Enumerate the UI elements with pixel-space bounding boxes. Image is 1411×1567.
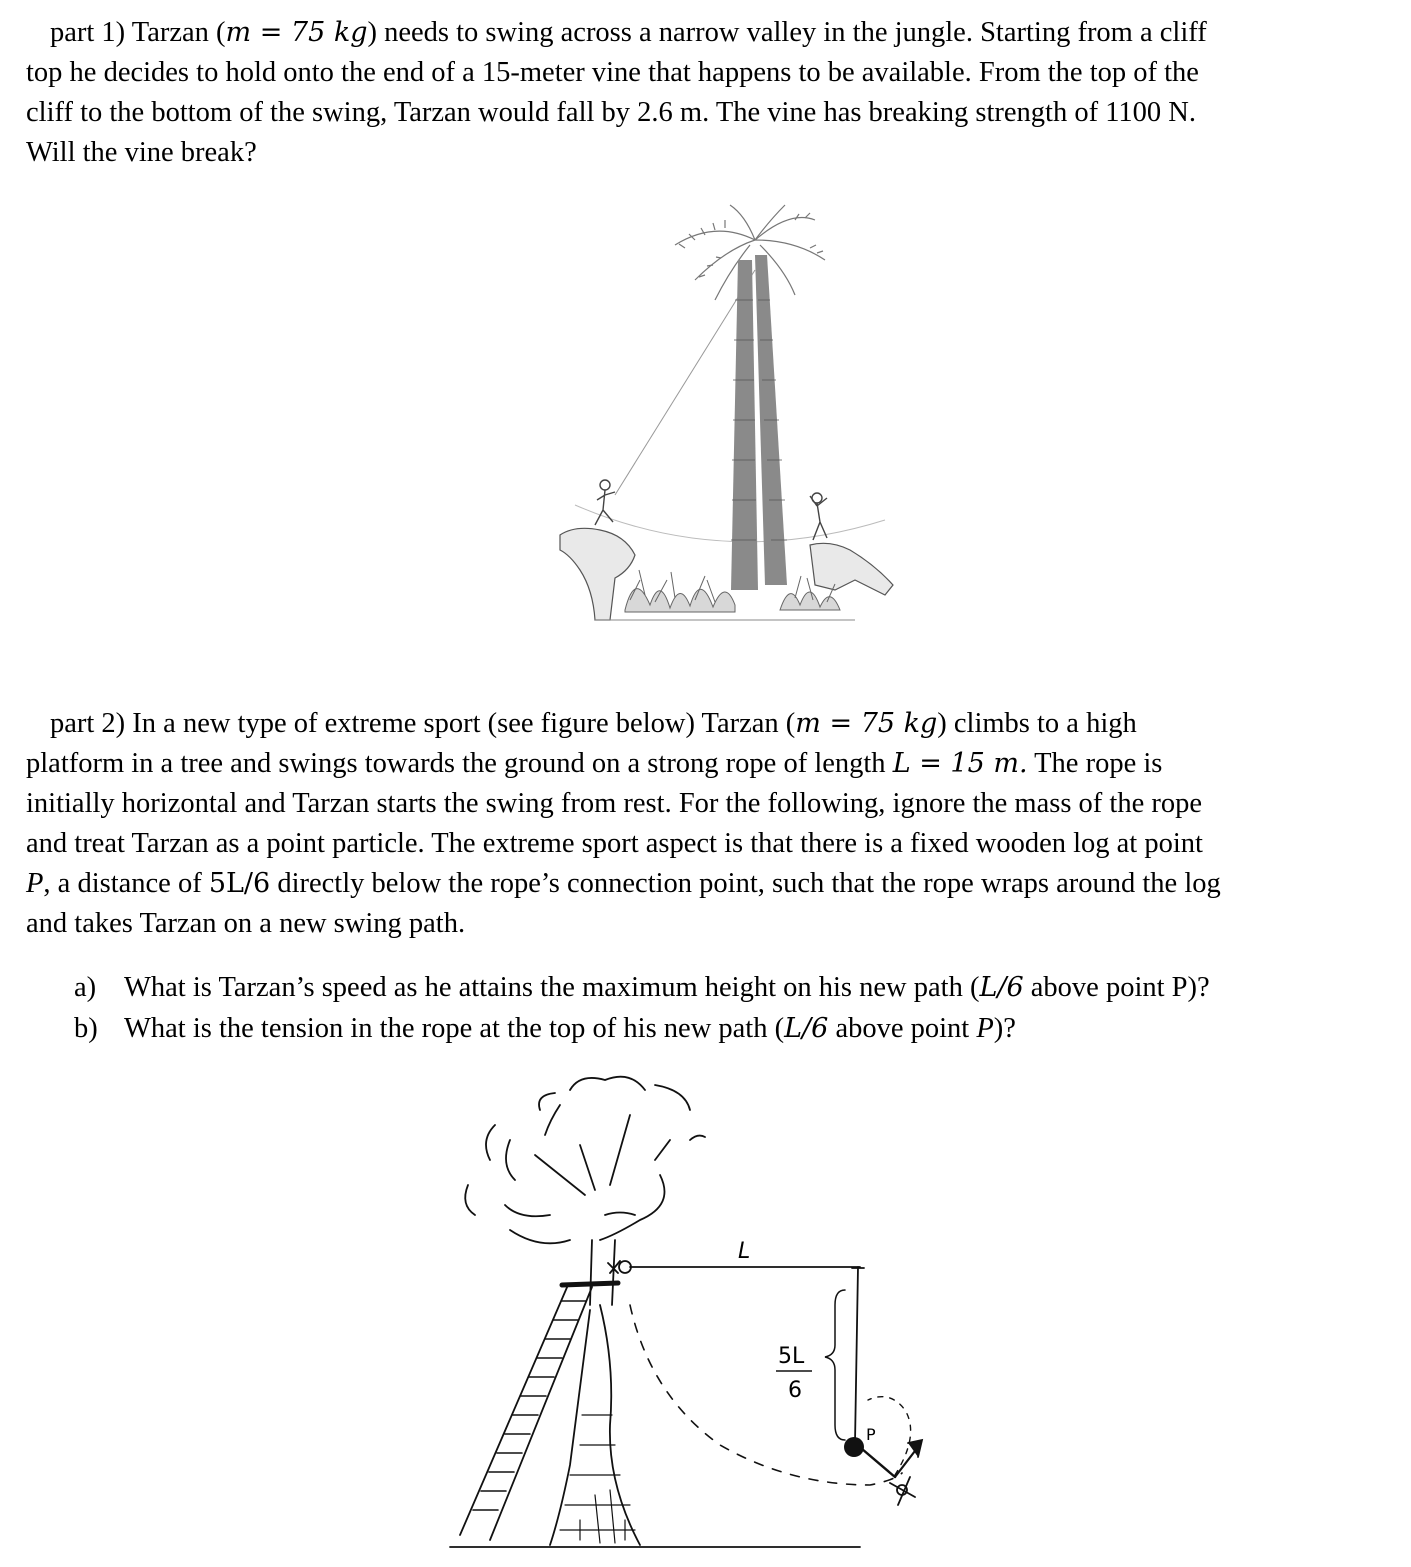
length-label-L: L xyxy=(738,1239,751,1264)
tarzan-palm-tree-illustration xyxy=(555,200,895,630)
part1-line-4: Will the vine break? xyxy=(26,137,257,168)
question-b: b) What is the tension in the rope at the top of his new path (L/6 above point P)? xyxy=(74,1013,1016,1044)
part2-line-6: and takes Tarzan on a new swing path. xyxy=(26,908,466,939)
part1-line-3: cliff to the bottom of the swing, Tarzan would fall by 2.6 m. The vine has breaking strength of 1100 N. xyxy=(26,97,1196,128)
question-list xyxy=(74,967,1210,1049)
question-a: a) What is Tarzan’s speed as he attains the maximum height on his new path (L/6 above point P)? xyxy=(74,972,1210,1003)
part1-paragraph xyxy=(26,13,1386,173)
point-p-label: P xyxy=(866,1425,876,1444)
log-point-p xyxy=(844,1437,864,1457)
frac-denominator: 6 xyxy=(788,1378,802,1403)
part2-paragraph xyxy=(26,704,1386,944)
part1-line-1: part 1) Tarzan (m = 75 kg) needs to swing across a narrow valley in the jungle. Starting from a cliff xyxy=(50,17,1207,48)
frac-numerator: 5L xyxy=(778,1344,805,1369)
part2-line-4: and treat Tarzan as a point particle. The extreme sport aspect is that there is a fixed wooden log at point xyxy=(26,828,1203,859)
part2-line-1: part 2) In a new type of extreme sport (see figure below) Tarzan (m = 75 kg) climbs to a high xyxy=(50,708,1137,739)
swing-diagram xyxy=(440,1065,940,1560)
part1-line-2: top he decides to hold onto the end of a 15-meter vine that happens to be available. From the top of the xyxy=(26,57,1199,88)
part2-line-3: initially horizontal and Tarzan starts the swing from rest. For the following, ignore the mass of the rope xyxy=(26,788,1203,819)
part2-line-2: platform in a tree and swings towards the ground on a strong rope of length L = 15 m. The rope is xyxy=(26,748,1163,779)
part2-line-5: P, a distance of 5L/6 directly below the rope’s connection point, such that the rope wraps around the log xyxy=(26,868,1221,899)
